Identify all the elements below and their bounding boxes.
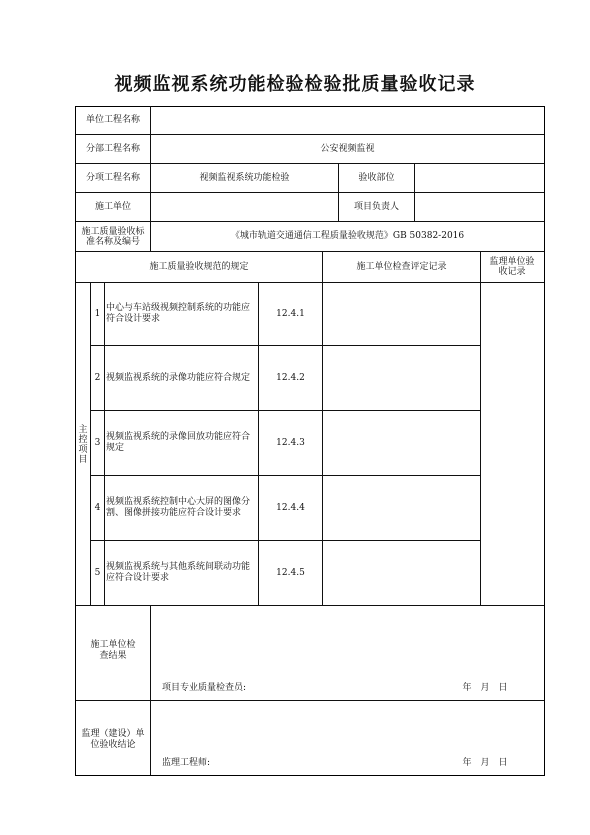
item-requirement: 视频监视系统与其他系统间联动功能应符合设计要求 [106, 562, 251, 583]
item-project-label: 分项工程名称 [85, 172, 140, 183]
acceptance-part-label: 验收部位 [358, 172, 395, 183]
supervision-column-header: 监理单位验收记录 [489, 257, 535, 277]
construction-unit-label: 施工单位 [94, 201, 131, 212]
project-manager-value[interactable] [415, 193, 544, 221]
main-control-label: 主控项目 [78, 425, 88, 465]
item-requirement: 中心与车站级视频控制系统的功能应符合设计要求 [106, 303, 251, 324]
construction-check-label: 施工单位检查结果 [90, 640, 136, 661]
item-clause: 12.4.2 [276, 372, 305, 383]
unit-project-label: 单位工程名称 [85, 115, 140, 125]
item-project-value[interactable]: 视频监视系统功能检验 [199, 172, 290, 183]
item-number: 3 [94, 437, 101, 448]
inspection-date: 年 月 日 [462, 682, 508, 693]
sub-project-value[interactable]: 公安视频监视 [320, 143, 375, 154]
page-title: 视频监视系统功能检验检验批质量验收记录 [114, 74, 476, 95]
spec-column-header: 施工质量验收规范的规定 [149, 261, 249, 272]
inspector-label: 项目专业质量检查员: [162, 682, 247, 693]
table-border-bottom [75, 775, 545, 776]
item-clause: 12.4.5 [276, 567, 305, 578]
item-number: 1 [94, 308, 101, 319]
col-divider [104, 282, 105, 605]
project-manager-label: 项目负责人 [353, 201, 399, 212]
engineer-label: 监理工程师: [162, 757, 211, 768]
item-requirement: 视频监视系统的录像功能应符合规定 [106, 372, 251, 383]
item-number: 2 [94, 372, 101, 383]
col-divider [150, 605, 151, 775]
col-divider [480, 251, 481, 605]
sub-project-label: 分部工程名称 [85, 143, 140, 154]
item-requirement: 视频监视系统的录像回放功能应符合规定 [106, 432, 251, 453]
row-divider [75, 605, 545, 606]
standard-label: 施工质量验收标准名称及编号 [81, 226, 145, 247]
table-border-right [544, 106, 545, 776]
supervision-date: 年 月 日 [462, 757, 508, 768]
acceptance-part-value[interactable] [415, 164, 544, 192]
item-number: 4 [94, 502, 101, 513]
check-record-column-header: 施工单位检查评定记录 [356, 261, 447, 272]
supervision-conclusion-label: 监理（建设）单位验收结论 [81, 729, 145, 750]
item-requirement: 视频监视系统控制中心大屏的图像分割、图像拼接功能应符合设计要求 [106, 497, 251, 518]
item-clause: 12.4.3 [276, 437, 305, 448]
unit-project-value[interactable] [151, 107, 544, 134]
item-number: 5 [94, 567, 101, 578]
construction-unit-value[interactable] [151, 193, 338, 221]
col-divider [322, 251, 323, 605]
row-divider [75, 700, 545, 701]
item-clause: 12.4.1 [276, 308, 305, 319]
item-clause: 12.4.4 [276, 502, 305, 513]
standard-value: 《城市轨道交通通信工程质量验收规范》GB 50382-2016 [230, 231, 465, 241]
